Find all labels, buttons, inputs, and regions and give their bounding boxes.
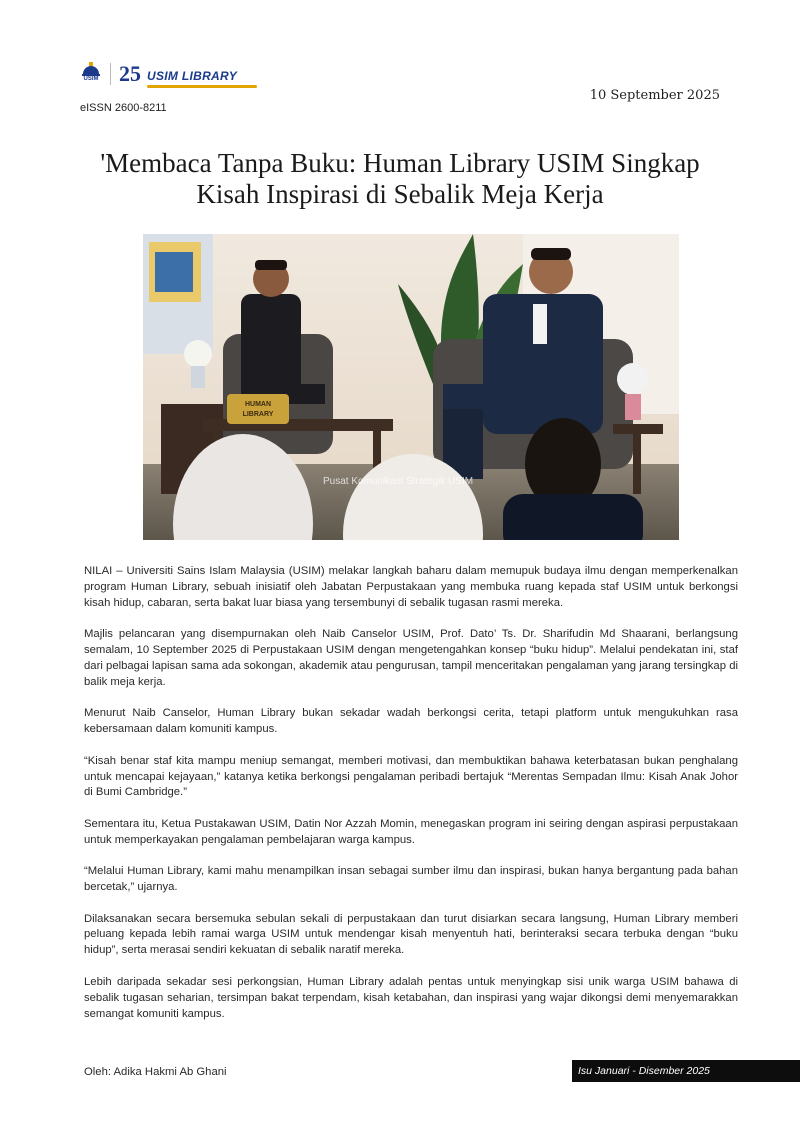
page-header — [80, 60, 720, 120]
issue-tag: Isu Januari - Disember 2025 — [572, 1060, 800, 1082]
article-title: 'Membaca Tanpa Buku: Human Library USIM Singkap Kisah Inspirasi di Sebalik Meja Kerja — [100, 148, 700, 209]
article-photo — [143, 234, 679, 540]
human-library-sign-line1: HUMAN — [244, 401, 272, 408]
paragraph: Sementara itu, Ketua Pustakawan USIM, Datin Nor Azzah Momin, menegaskan program ini seiring dengan aspirasi perpustakaan untuk memperkayakan pengalaman pembelajaran warga kampus. — [84, 817, 738, 846]
paragraph: Lebih daripada sekadar sesi perkongsian, Human Library adalah pentas untuk menyingkap sisi unik warga USIM bahawa di sebalik tugasan seharian, tersimpan bakat terpendam, kisah ketabahan, dan inspirasi yang wajar dikongsi demi menyemarakkan semangat komuniti kampus. — [84, 975, 738, 1020]
article-body — [84, 564, 738, 1038]
library-logo-text: USIM LIBRARY — [147, 68, 238, 83]
logo-swoosh — [147, 85, 257, 88]
paragraph: “Melalui Human Library, kami mahu menampilkan insan sebagai sumber ilmu dan inspirasi, bukan hanya bergantung pada bahan bercetak,” ujarnya. — [84, 865, 738, 894]
usim-logo — [80, 60, 102, 88]
paragraph: Majlis pelancaran yang disempurnakan oleh Naib Canselor USIM, Prof. Dato’ Ts. Dr. Sharifudin Md Shaarani, berlangsung semalam, 10 September 2025 di Perpustakaan USIM dengan mengetengahkan konsep “buku hidup”. Melalui pendekatan ini, staf dari pelbagai lapisan sama ada sokongan, akademik atau pengurusan, tampil menceritakan pengalaman yang jarang tersingkap di balik meja kerja. — [84, 628, 738, 688]
paragraph: Menurut Naib Canselor, Human Library bukan sekadar wadah berkongsi cerita, tetapi platform untuk mengukuhkan rasa kebersamaan dalam komuniti kampus. — [84, 707, 738, 736]
paragraph: NILAI – Universiti Sains Islam Malaysia (USIM) melakar langkah baharu dalam memupuk budaya ilmu dengan memperkenalkan program Human Library, sebuah inisiatif oleh Jabatan Perpustakaan yang membuka ruang kepada staf USIM untuk berkongsi kisah hidup, cabaran, serta bakat luar biasa yang tersembunyi di sebalik tugasan rasmi mereka. — [84, 565, 738, 609]
human-library-sign-line2: LIBRARY — [242, 411, 274, 418]
author-byline: Oleh: Adika Hakmi Ab Ghani — [84, 1066, 227, 1078]
issn-label: eISSN 2600-8211 — [80, 102, 167, 114]
logo-group — [80, 60, 237, 88]
paragraph: “Kisah benar staf kita mampu meniup semangat, memberi motivasi, dan membuktikan bahawa keterbatasan bukan penghalang untuk mencapai kejayaan,” katanya ketika berkongsi pengalaman peribadi bertajuk “Merentas Sempadan Ilmu: Kisah Anak Johor di Bumi Cambridge.” — [84, 754, 738, 799]
anniversary-logo: 25 — [119, 61, 141, 86]
photo-watermark: Pusat Komunikasi Strategik USIM — [323, 476, 474, 487]
usim-logo-text: USIM — [83, 76, 99, 82]
usim-library-logo — [147, 65, 237, 84]
logo-divider — [110, 63, 111, 85]
paragraph: Dilaksanakan secara bersemuka sebulan sekali di perpustakaan dan turut disiarkan secara langsung, Human Library memberi peluang kepada lebih ramai warga USIM untuk mendengar kisah menyentuh hati, berinteraksi secara terbuka dengan “buku hidup”, serta merasai sendiri kekuatan di sebalik naratif mereka. — [84, 912, 738, 957]
publication-date: 10 September 2025 — [589, 88, 720, 103]
